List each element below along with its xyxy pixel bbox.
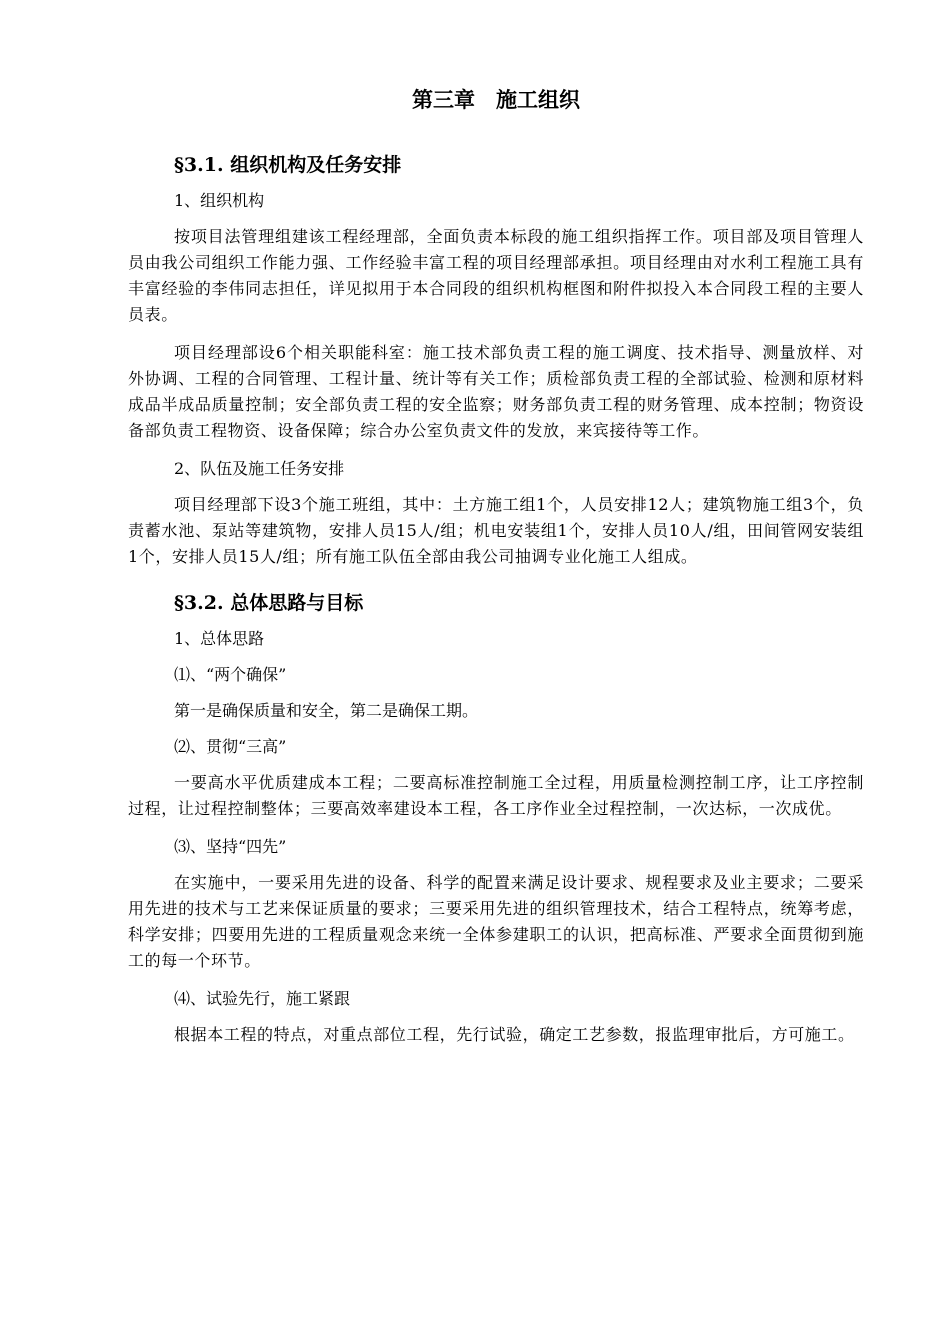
- paragraph-departments: 项目经理部设6个相关职能科室：施工技术部负责工程的施工调度、技术指导、测量放样、对外协调、工程的合同管理、工程计量、统计等有关工作；质检部负责工程的全部试验、检测和原材料成品半成品质量控制；安全部负责工程的安全监察；财务部负责工程的财务管理、成本控制；物资设备部负责工程物资、设备保障；综合办公室负责文件的发放，来宾接待等工作。: [128, 343, 864, 440]
- item-text-three-highs: 一要高水平优质建成本工程；二要高标准控制施工全过程，用质量检测控制工序，让工序控制过程，让过程控制整体；三要高效率建设本工程，各工序作业全过程控制，一次达标，一次成优。: [128, 773, 864, 818]
- item-heading-three-highs: ⑵、贯彻“三高”: [174, 737, 287, 756]
- paragraph-organization: 按项目法管理组建该工程经理部，全面负责本标段的施工组织指挥工作。项目部及项目管理人员由我公司组织工作能力强、工作经验丰富工程的项目经理部承担。项目经理由对水利工程施工具有丰富经验的李伟同志担任，详见拟用于本合同段的组织机构框图和附件拟投入本合同段工程的主要人员表。: [128, 227, 864, 324]
- subheading-team-tasks: 2、队伍及施工任务安排: [174, 459, 345, 478]
- item-text-four-firsts: 在实施中，一要采用先进的设备、科学的配置来满足设计要求、规程要求及业主要求；二要采用先进的技术与工艺来保证质量的要求；三要采用先进的组织管理技术，结合工程特点，统筹考虑，科学安排；四要用先进的工程质量观念来统一全体参建职工的认识，把高标准、严要求全面贯彻到施工的每一个环节。: [128, 873, 864, 970]
- item-heading-test-first: ⑷、试验先行，施工紧跟: [174, 989, 351, 1008]
- item-heading-four-firsts: ⑶、坚持“四先”: [174, 837, 287, 856]
- chapter-title: 第三章 施工组织: [412, 87, 580, 112]
- document-body: [128, 82, 864, 1060]
- paragraph-team-tasks: 项目经理部下设3个施工班组，其中：土方施工组1个，人员安排12人；建筑物施工组3个，负责蓄水池、泵站等建筑物，安排人员15人/组；机电安装组1个，安排人员10人/组，田间管网安装组1个，安排人员15人/组；所有施工队伍全部由我公司抽调专业化施工人组成。: [128, 495, 864, 566]
- subheading-overall-approach: 1、总体思路: [174, 629, 265, 648]
- section-title-3-2: §3.2. 总体思路与目标: [174, 592, 364, 614]
- item-heading-two-ensures: ⑴、“两个确保”: [174, 665, 287, 684]
- item-text-two-ensures: 第一是确保质量和安全，第二是确保工期。: [174, 701, 479, 720]
- section-title-3-1: §3.1. 组织机构及任务安排: [174, 154, 402, 176]
- item-text-test-first: 根据本工程的特点，对重点部位工程，先行试验，确定工艺参数，报监理审批后，方可施工。: [174, 1025, 855, 1044]
- subheading-organization: 1、组织机构: [174, 191, 265, 210]
